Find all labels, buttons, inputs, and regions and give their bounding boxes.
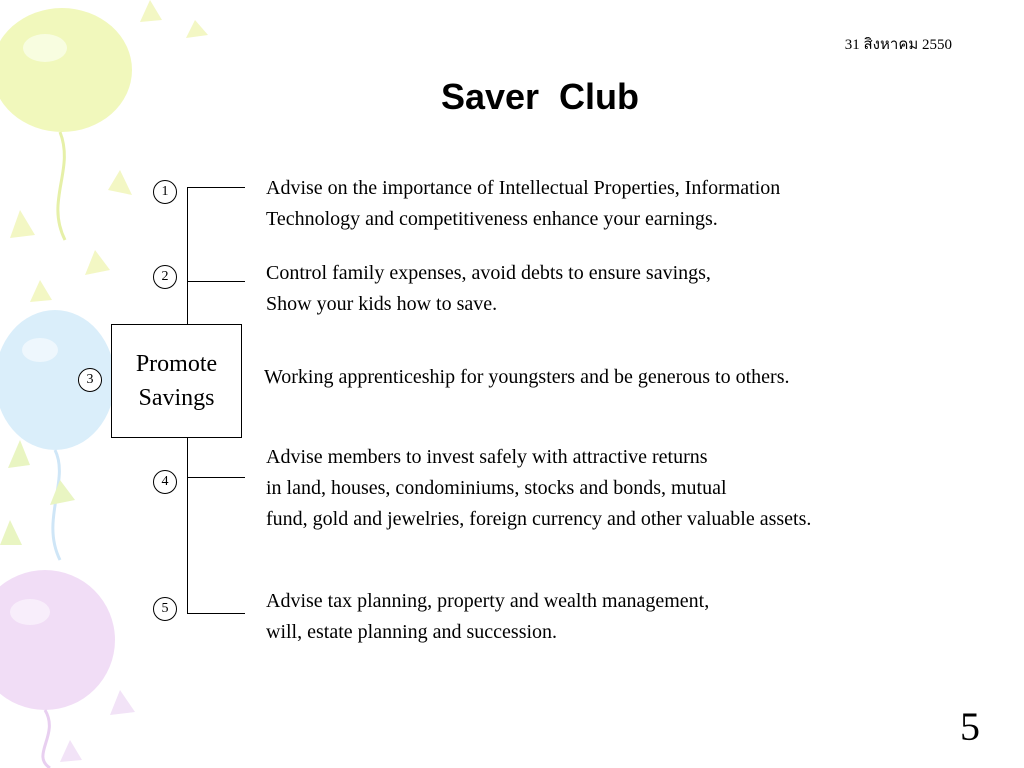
green-rays	[0, 440, 75, 545]
purple-balloon	[0, 570, 115, 768]
item-text-4: Advise members to invest safely with attractive returns in land, houses, condominiums, stocks and bonds, mutual fund, gold and jewelries, foreign currency and other valuable assets.	[266, 446, 812, 530]
blue-balloon	[0, 310, 115, 560]
branch-line-4	[187, 477, 245, 478]
item-text-5: Advise tax planning, property and wealth management, will, estate planning and succession.	[266, 590, 710, 643]
item-text-1: Advise on the importance of Intellectual Properties, Information Technology and competitiveness enhance your earnings.	[266, 177, 781, 230]
item-text-2: Control family expenses, avoid debts to ensure savings, Show your kids how to save.	[266, 262, 711, 315]
number-circle-1: 1	[153, 180, 177, 204]
branch-line-5	[187, 613, 245, 614]
number-circle-5: 5	[153, 597, 177, 621]
number-circle-4: 4	[153, 470, 177, 494]
item-text-3: Working apprenticeship for youngsters and be generous to others.	[264, 366, 790, 388]
promote-savings-box: Promote Savings	[111, 324, 242, 438]
number-circle-2: 2	[153, 265, 177, 289]
yellow-balloon	[0, 8, 132, 240]
branch-line-1	[187, 187, 245, 188]
slide-number: 5	[960, 704, 980, 749]
slide-date: 31 สิงหาคม 2550	[844, 37, 952, 53]
slide-title: Saver Club	[440, 76, 640, 117]
branch-line-2	[187, 281, 245, 282]
number-circle-3: 3	[78, 368, 102, 392]
